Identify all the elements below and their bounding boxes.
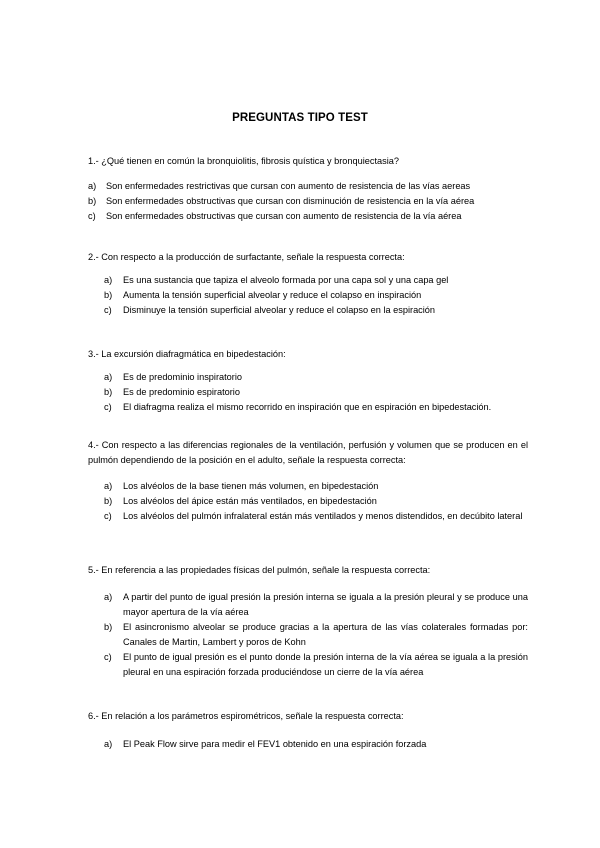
option-text: Es de predominio inspiratorio bbox=[123, 372, 242, 382]
option-letter: a) bbox=[104, 739, 113, 749]
option-text: Son enfermedades obstructivas que cursan con disminución de resistencia en la vía aérea bbox=[106, 196, 475, 206]
question-4 bbox=[88, 438, 528, 524]
option-c bbox=[104, 303, 528, 318]
option-letter: b) bbox=[104, 387, 113, 397]
option-c bbox=[104, 400, 528, 415]
option-letter: c) bbox=[104, 305, 112, 315]
options-list bbox=[88, 273, 528, 318]
option-letter: b) bbox=[104, 290, 113, 300]
option-letter: a) bbox=[104, 275, 113, 285]
question-text: 3.- La excursión diafragmática en bipedestación: bbox=[88, 349, 286, 359]
option-a bbox=[104, 273, 528, 288]
option-a bbox=[104, 590, 528, 620]
option-text: Aumenta la tensión superficial alveolar y reduce el colapso en inspiración bbox=[123, 290, 422, 300]
option-b bbox=[104, 620, 528, 650]
question-2 bbox=[88, 250, 528, 318]
question-text: 2.- Con respecto a la producción de surfactante, señale la respuesta correcta: bbox=[88, 252, 405, 262]
option-text: Los alvéolos de la base tienen más volumen, en bipedestación bbox=[123, 481, 379, 491]
options-list bbox=[88, 479, 528, 524]
option-b bbox=[104, 494, 528, 509]
options-list bbox=[88, 590, 528, 680]
option-text: El asincronismo alveolar se produce gracias a la apertura de las vías colaterales formadas por: Canales de Martin, Lambert y poros de Kohn bbox=[123, 622, 528, 647]
option-text: A partir del punto de igual presión la presión interna se iguala a la presión pleural y se produce una mayor apertura de la vía aérea bbox=[123, 592, 528, 617]
option-c bbox=[104, 509, 528, 524]
option-c bbox=[104, 650, 528, 680]
option-letter: a) bbox=[104, 592, 113, 602]
option-b bbox=[88, 194, 528, 209]
question-3 bbox=[88, 347, 528, 415]
option-letter: b) bbox=[104, 622, 113, 632]
option-text: Los alvéolos del pulmón infralateral están más ventilados y menos distendidos, en decúbito lateral bbox=[123, 511, 523, 521]
option-a bbox=[88, 179, 528, 194]
option-text: Disminuye la tensión superficial alveolar y reduce el colapso en la espiración bbox=[123, 305, 436, 315]
question-5 bbox=[88, 563, 528, 680]
option-letter: c) bbox=[104, 652, 112, 662]
option-a bbox=[104, 370, 528, 385]
option-text: Es de predominio espiratorio bbox=[123, 387, 240, 397]
option-text: El diafragma realiza el mismo recorrido en inspiración que en espiración en bipedestación. bbox=[123, 402, 492, 412]
options-list bbox=[88, 179, 528, 224]
option-a bbox=[104, 479, 528, 494]
option-letter: b) bbox=[104, 496, 113, 506]
options-list bbox=[88, 737, 528, 752]
page-title: PREGUNTAS TIPO TEST bbox=[232, 112, 368, 124]
option-a bbox=[104, 737, 528, 752]
option-b bbox=[104, 288, 528, 303]
option-text: El Peak Flow sirve para medir el FEV1 obtenido en una espiración forzada bbox=[123, 739, 427, 749]
option-letter: a) bbox=[88, 181, 97, 191]
question-text: 4.- Con respecto a las diferencias regionales de la ventilación, perfusión y volumen que se producen en el pulmón dependiendo de la posición en el adulto, señale la respuesta correcta: bbox=[88, 440, 528, 465]
option-letter: a) bbox=[104, 481, 113, 491]
question-text: 5.- En referencia a las propiedades físicas del pulmón, señale la respuesta correcta: bbox=[88, 565, 431, 575]
option-text: Son enfermedades restrictivas que cursan con aumento de resistencia de las vías aereas bbox=[106, 181, 471, 191]
option-text: Son enfermedades obstructivas que cursan con aumento de resistencia de la vía aérea bbox=[106, 211, 462, 221]
option-letter: a) bbox=[104, 372, 113, 382]
option-c bbox=[88, 209, 528, 224]
question-1 bbox=[88, 154, 528, 224]
option-letter: c) bbox=[104, 511, 112, 521]
question-text: 1.- ¿Qué tienen en común la bronquiolitis, fibrosis quística y bronquiectasia? bbox=[88, 156, 400, 166]
option-text: Es una sustancia que tapiza el alveolo formada por una capa sol y una capa gel bbox=[123, 275, 449, 285]
option-text: El punto de igual presión es el punto donde la presión interna de la vía aérea se iguala a la presión pleural en una espiración forzada produciéndose un cierre de la vía aérea bbox=[123, 652, 528, 677]
options-list bbox=[88, 370, 528, 415]
question-6 bbox=[88, 709, 528, 752]
option-letter: c) bbox=[88, 211, 96, 221]
option-letter: c) bbox=[104, 402, 112, 412]
option-text: Los alvéolos del ápice están más ventilados, en bipedestación bbox=[123, 496, 377, 506]
option-letter: b) bbox=[88, 196, 97, 206]
option-b bbox=[104, 385, 528, 400]
question-text: 6.- En relación a los parámetros espirométricos, señale la respuesta correcta: bbox=[88, 711, 404, 721]
